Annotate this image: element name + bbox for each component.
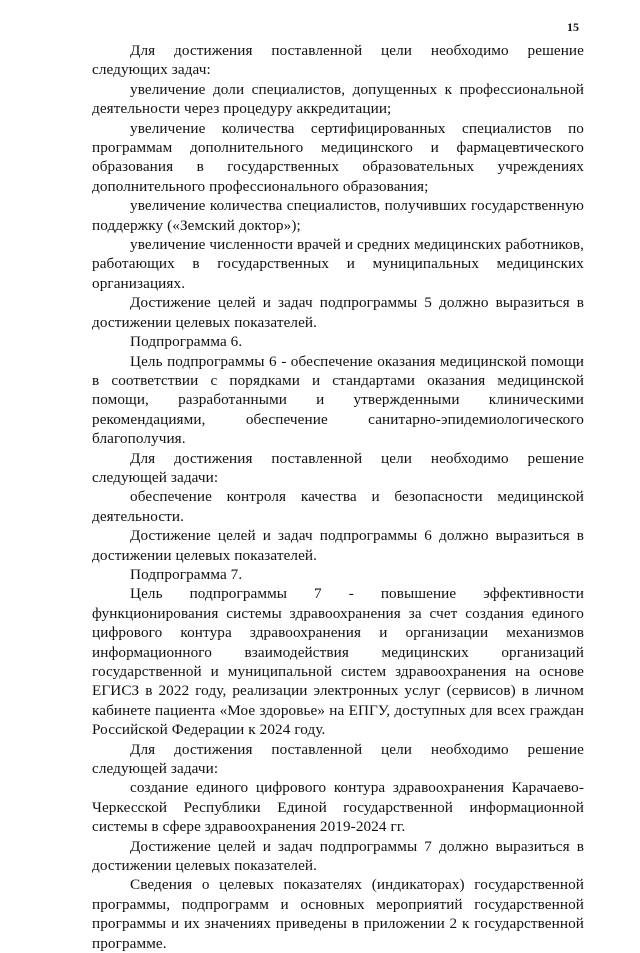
paragraph: увеличение численности врачей и средних медицинских работников, работающих в государственных и муниципальных медицинских организациях. <box>92 236 584 292</box>
paragraph: Достижение целей и задач подпрограммы 5 должно выразиться в достижении целевых показателей. <box>92 294 584 331</box>
paragraph: создание единого цифрового контура здравоохранения Карачаево-Черкесской Республики Единой государственной информационной системы в сфере здравоохранения 2019-2024 гг. <box>92 779 584 836</box>
paragraph: Для достижения поставленной цели необходимо решение следующей задачи: <box>92 740 584 778</box>
paragraph: обеспечение контроля качества и безопасности медицинской деятельности. <box>92 488 584 525</box>
paragraph: Для достижения поставленной цели необходимо решение следующей задачи: <box>92 449 584 486</box>
paragraph: Цель подпрограммы 7 - повышение эффективности функционирования системы здравоохранения за счет создания единого цифрового контура здравоохранения и организации механизмов информационного взаимодействия медицинских организаций государственной и муниципальной систем здравоохранения на основе ЕГИСЗ в 2022 году, реализации электронных услуг (сервисов) в личном кабинете пациента «Мое здоровье» на ЕПГУ, доступных для всех граждан Российской Федерации к 2024 году. <box>92 585 584 739</box>
page-number: 15 <box>567 20 579 34</box>
paragraph: Достижение целей и задач подпрограммы 6 должно выразиться в достижении целевых показателей. <box>92 527 584 564</box>
section-heading: Подпрограмма 7. <box>130 565 243 583</box>
paragraph: увеличение количества сертифицированных специалистов по программам дополнительного медицинского и фармацевтического образования в государственных образовательных учреждениях дополнительного профессионального образования; <box>92 119 584 195</box>
paragraph: Достижение целей и задач подпрограммы 7 должно выразиться в достижении целевых показателей. <box>92 837 584 875</box>
paragraph: Для достижения поставленной цели необходимо решение следующих задач: <box>92 42 584 79</box>
paragraph: увеличение доли специалистов, допущенных к профессиональной деятельности через процедуру аккредитации; <box>92 80 584 118</box>
paragraph: увеличение количества специалистов, получивших государственную поддержку («Земский доктор»); <box>92 197 584 234</box>
paragraph: Цель подпрограммы 6 - обеспечение оказания медицинской помощи в соответствии с порядками и стандартами оказания медицинской помощи, разработанными и утвержденными клиническими рекомендациями, обеспечение санитарно-эпидемиологического благополучия. <box>92 352 584 448</box>
paragraph: Сведения о целевых показателях (индикаторах) государственной программы, подпрограмм и основных мероприятий государственной программы и их значениях приведены в приложении 2 к государственной программе. <box>92 876 584 952</box>
document-body <box>92 41 584 953</box>
section-heading: Подпрограмма 6. <box>130 333 243 351</box>
